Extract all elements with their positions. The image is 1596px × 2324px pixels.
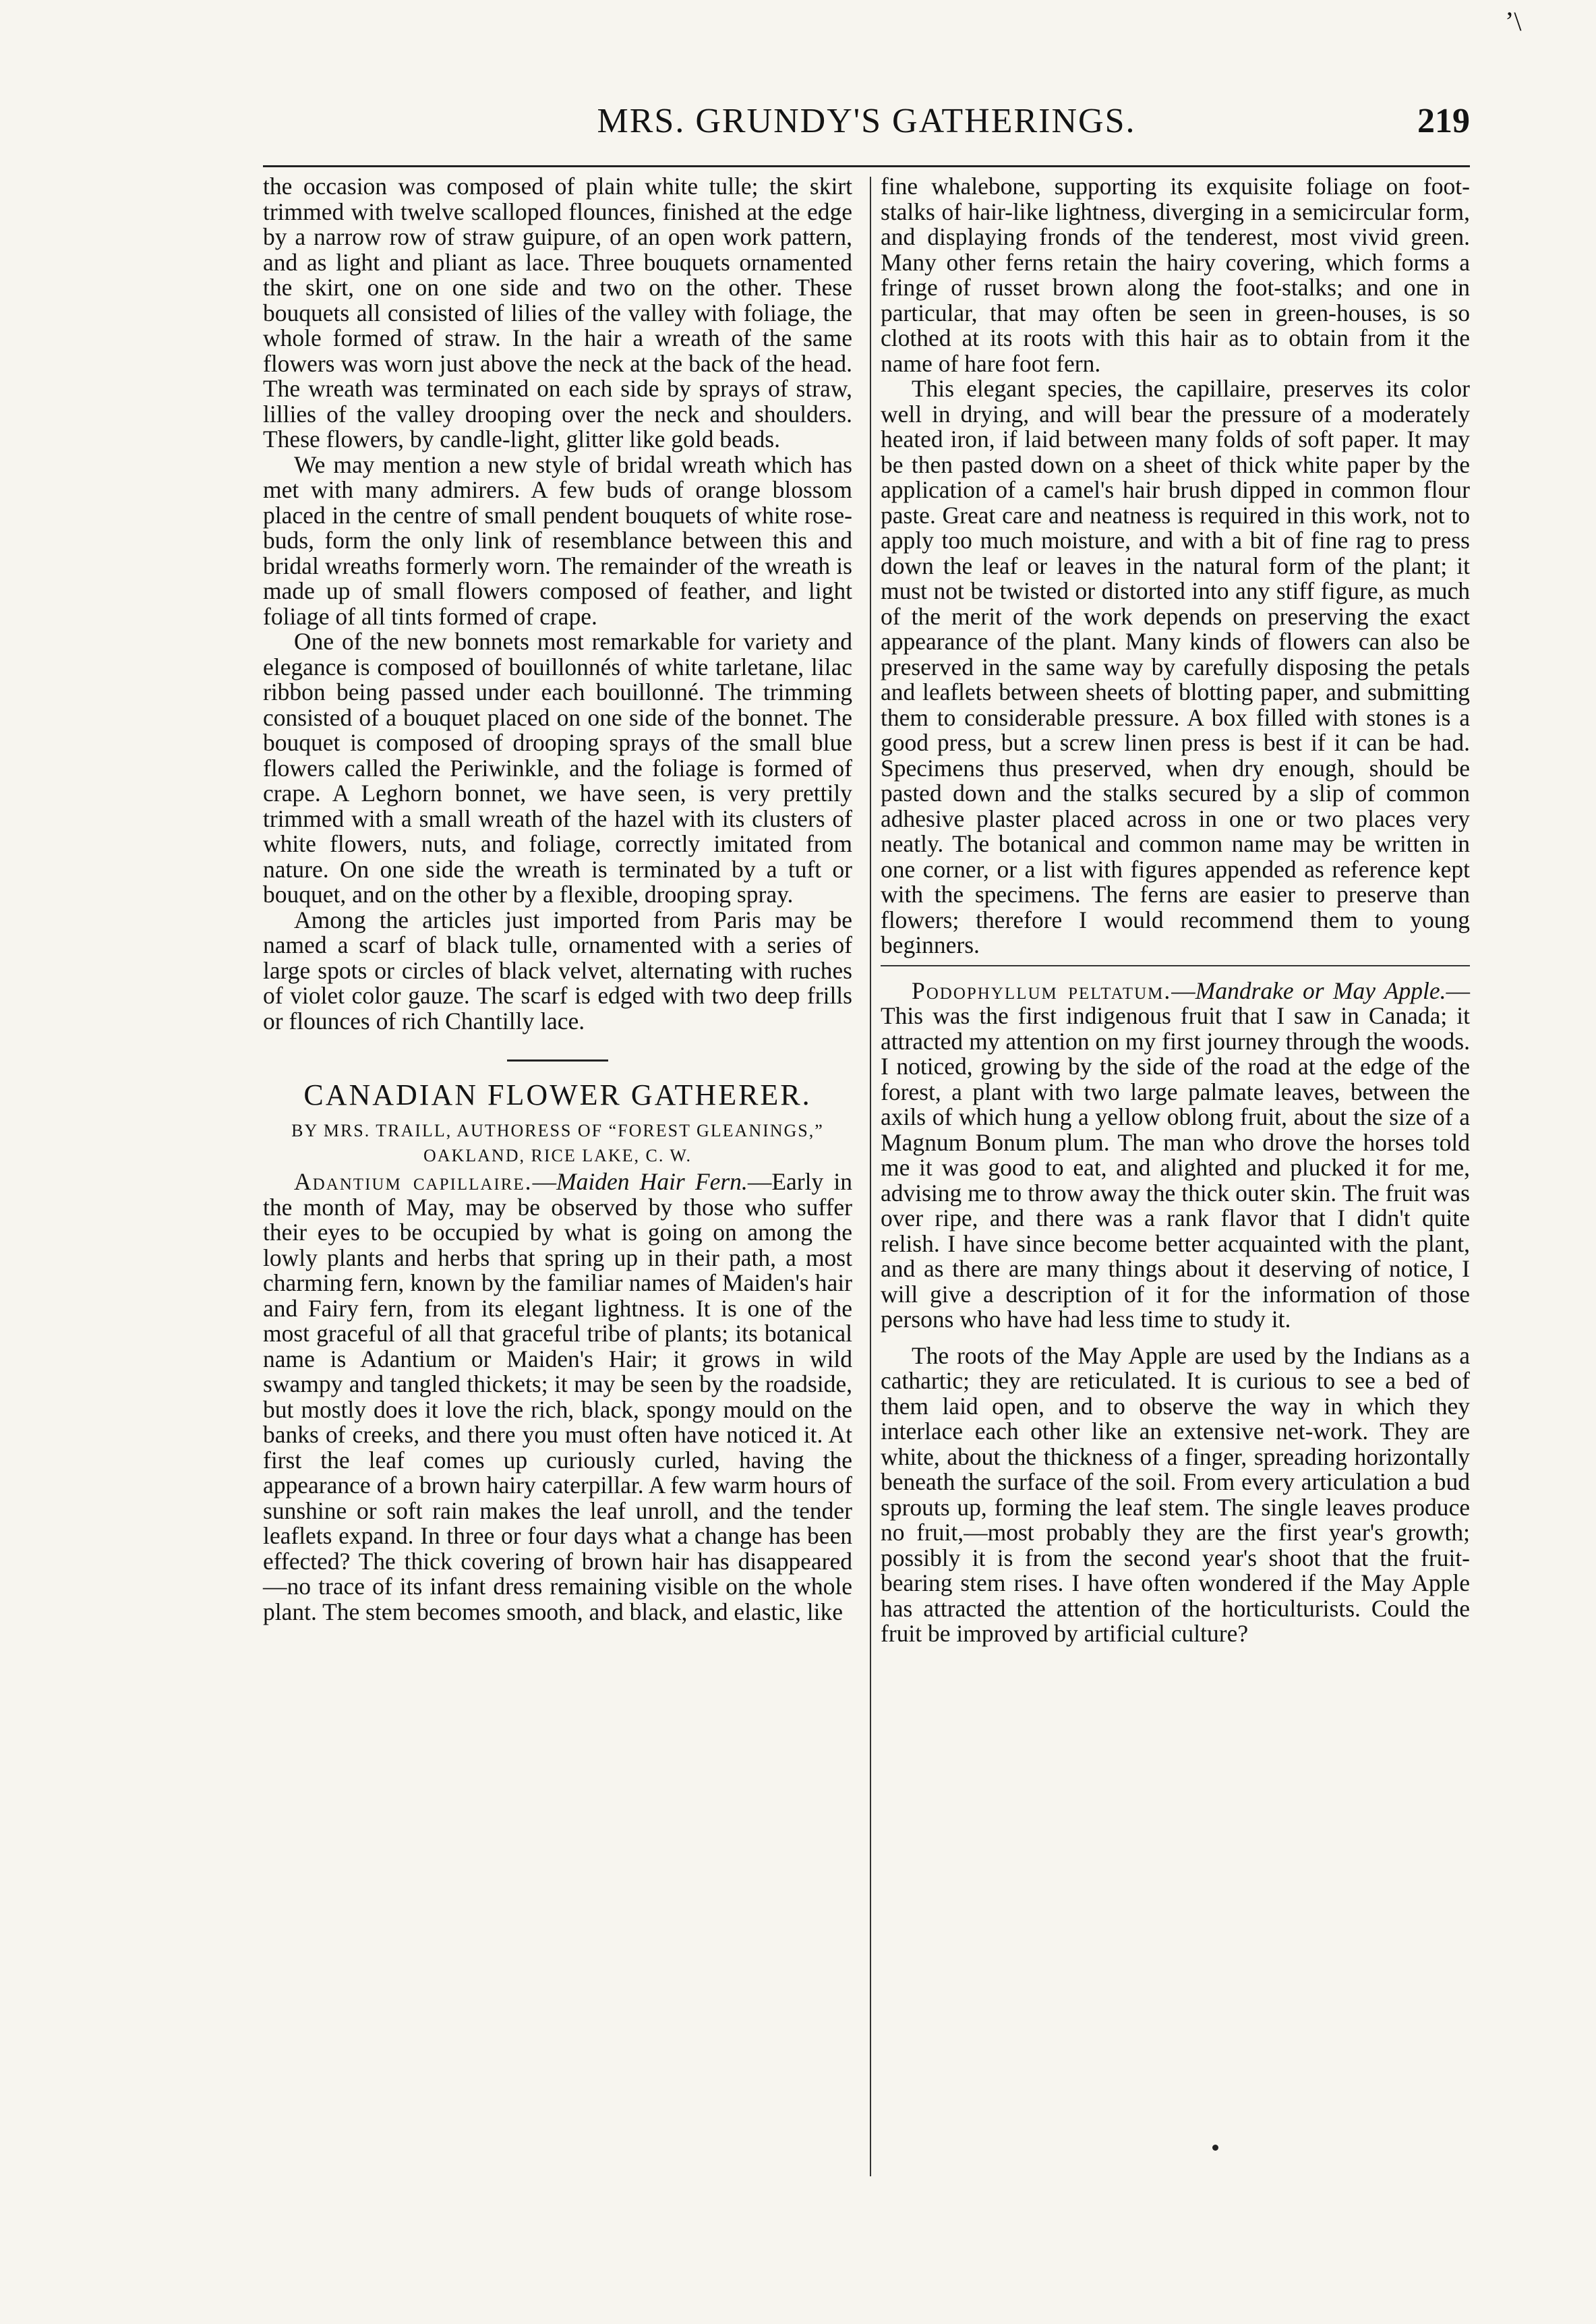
paragraph-scarf: Among the articles just imported from Paris may be named a scarf of black tulle, ornamented with a series of large spots or circles of black velvet, alternating with ruches of violet color gauze. The scarf is edged with two deep frills or flounces of rich Chantilly lace.	[263, 906, 852, 1035]
paragraph-bridal-wreath: We may mention a new style of bridal wreath which has met with many admirers. A few buds of orange blossom placed in the centre of small pendent bouquets of white rose-buds, form the only link of resemblance between this and bridal wreaths formerly worn. The remainder of the wreath is made up of small flowers composed of feather, and light foliage of all tints formed of crape.	[263, 451, 852, 630]
footer-mark	[1212, 2145, 1218, 2151]
paragraph-preserving: This elegant species, the capillaire, preserves its color well in drying, and will bear the pressure of a moderately heated iron, if laid between many folds of soft paper. It may be then pasted down on a sheet of thick white paper by the application of a camel's hair brush dipped in common flour paste. Great care and neatness is required in this work, not to apply too much moisture, and with a bit of fine rag to press down the leaf or leaves in the natural form of the plant; it must not be twisted or distorted into any stiff figure, as much of the merit of the work depends on preserving the exact appearance of the plant. Many kinds of flowers can also be preserved in the same way by carefully disposing the petals and leaflets between sheets of blotting paper, and submitting them to considerable pressure. A box filled with stones is a good press, but a screw linen press is best if it can be had. Specimens thus preserved, when dry enough, should be pasted down and the stalks secured by a slip of common adhesive plaster placed across in one or two places very neatly. The botanical and common name may be written in one corner, or a list with figures appended as reference kept with the specimens. The ferns are easier to preserve than flowers; therefore I would recommend them to young beginners.	[881, 375, 1470, 958]
subsection-rule	[881, 965, 1470, 966]
running-title: MRS. GRUNDY'S GATHERINGS.	[597, 102, 1136, 140]
fern-body: Early in the month of May, may be observed by those who suffer their eyes to be occupied by what is going on among the lowly plants and herbs that spring up in their path, a most charming fern, known by the familiar names of Maiden's hair and Fairy fern, from its elegant lightness. It is one of the most graceful of all that graceful tribe of plants; its botanical name is Adantium or Maiden's Hair; it grows in wild swampy and tangled thickets; it may be seen by the roadside, but mostly does it love the rich, black, spongy mould on the banks of creeks, and there you must often have noticed it. At first the leaf comes up curiously curled, having the appearance of a brown hairy caterpillar. A few warm hours of sunshine or soft rain makes the leaf unroll, and the tender leaflets expand. In three or four days what a change has been effected? The thick covering of brown hair has disappeared—no trace of its infant dress remaining visible on the whole plant. The stem becomes smooth, and black, and elastic, like	[263, 1168, 852, 1625]
fern-heading-common: Maiden Hair Fern.	[556, 1168, 748, 1195]
paragraph-bridal-dress: the occasion was composed of plain white tulle; the skirt trimmed with twelve scalloped flounces, finished at the edge by a narrow row of straw guipure, of an open work pattern, and as light and pliant as lace. Three bouquets ornamented the skirt, one on one side and two on the other. These bouquets all consisted of lilies of the valley with foliage, the whole formed of straw. In the hair a wreath of the same flowers was worn just above the neck at the back of the head. The wreath was terminated on each side by sprays of straw, lillies of the valley drooping over the neck and shoulders. These flowers, by candle-light, glitter like gold beads.	[263, 173, 852, 453]
right-column	[881, 174, 1470, 1647]
column-divider	[870, 177, 871, 2176]
paragraph-may-apple: Podophyllum peltatum.—Mandrake or May Apple.—This was the first indigenous fruit that I saw in Canada; it attracted my attention on my first journey through the woods. I noticed, growing by the side of the road at the edge of the forest, a plant with two large palmate leaves, between the axils of which hung a yellow oblong fruit, about the size of a Magnum Bonum plum. The man who drove the horses told me it was good to eat, and alighted and plucked it for me, advising me to throw away the thick outer skin. The fruit was over ripe, and there was a rank flavor that I didn't quite relish. I have since become better acquainted with the plant, and as there are many things about it deserving of notice, I will give a description of it for the information of those persons who have had less time to study it.	[881, 977, 1470, 1333]
fern-heading-botanical: Adantium capillaire.	[294, 1168, 533, 1195]
byline: BY MRS. TRAILL, AUTHORESS OF “FOREST GLEANINGS,” OAKLAND, RICE LAKE, C. W.	[291, 1121, 824, 1165]
may-apple-heading-botanical: Podophyllum peltatum.	[912, 977, 1172, 1004]
corner-mark: ’\	[1505, 6, 1522, 36]
page-number: 219	[1417, 102, 1470, 140]
header-rule	[263, 165, 1470, 167]
may-apple-body: This was the first indigenous fruit that I saw in Canada; it attracted my attention on my first journey through the woods. I noticed, growing by the side of the road at the edge of the forest, a plant with two large palmate leaves, between the axils of which hung a yellow oblong fruit, about the size of a Magnum Bonum plum. The man who drove the horses told me it was good to eat, and alighted and plucked it for me, advising me to throw away the thick outer skin. The fruit was over ripe, and there was a rank flavor that I didn't quite relish. I have since become better acquainted with the plant, and as there are many things about it deserving of notice, I will give a description of it for the information of those persons who have had less time to study it.	[881, 1002, 1470, 1333]
section-separator	[507, 1059, 608, 1062]
paragraph-fern-continued: fine whalebone, supporting its exquisite foliage on foot-stalks of hair-like lightness, diverging in a semicircular form, and displaying fronds of the tenderest, most vivid green. Many other ferns retain the hairy covering, which forms a fringe of russet brown along the foot-stalks; and one in particular, that may often be seen in green-houses, is so clothed at its roots with this hair as to obtain from it the name of hare foot fern.	[881, 173, 1470, 377]
paragraph-maiden-hair-fern: Adantium capillaire.—Maiden Hair Fern.—Early in the month of May, may be observed by those who suffer their eyes to be occupied by what is going on among the lowly plants and herbs that spring up in their path, a most charming fern, known by the familiar names of Maiden's hair and Fairy fern, from its elegant lightness. It is one of the most graceful of all that graceful tribe of plants; its botanical name is Adantium or Maiden's Hair; it grows in wild swampy and tangled thickets; it may be seen by the roadside, but mostly does it love the rich, black, spongy mould on the banks of creeks, and there you must often have noticed it. At first the leaf comes up curiously curled, having the appearance of a brown hairy caterpillar. A few warm hours of sunshine or soft rain makes the leaf unroll, and the tender leaflets expand. In three or four days what a change has been effected? The thick covering of brown hair has disappeared—no trace of its infant dress remaining visible on the whole plant. The stem becomes smooth, and black, and elastic, like	[263, 1168, 852, 1625]
running-header	[263, 101, 1470, 162]
paragraph-bonnets: One of the new bonnets most remarkable for variety and elegance is composed of bouillonnés of white tarletane, lilac ribbon being passed under each bouillonné. The trimming consisted of a bouquet placed on one side of the bonnet. The bouquet is composed of drooping sprays of the small blue flowers called the Periwinkle, and the foliage is formed of crape. A Leghorn bonnet, we have seen, is very prettily trimmed with a small wreath of the hazel with its clusters of white flowers, nuts, and foliage, correctly imitated from nature. On one side the wreath is terminated by a tuft or bouquet, and on the other by a flexible, drooping spray.	[263, 628, 852, 908]
left-column	[263, 174, 852, 1625]
may-apple-heading-common: Mandrake or May Apple.	[1195, 977, 1446, 1004]
paragraph-roots: The roots of the May Apple are used by the Indians as a cathartic; they are reticulated. It is curious to see a bed of them laid open, and to observe the way in which they interlace each other like an extensive net-work. They are white, about the thickness of a finger, spreading horizontally beneath the surface of the soil. From every articulation a bud sprouts up, forming the leaf stem. The single leaves produce no fruit,—most probably they are the first year's growth; possibly it is from the second year's shoot that the fruit-bearing stem rises. I have often wondered if the May Apple has attracted the attention of the horticulturists. Could the fruit be improved by artificial culture?	[881, 1341, 1470, 1647]
section-title: CANADIAN FLOWER GATHERER.	[303, 1078, 812, 1111]
